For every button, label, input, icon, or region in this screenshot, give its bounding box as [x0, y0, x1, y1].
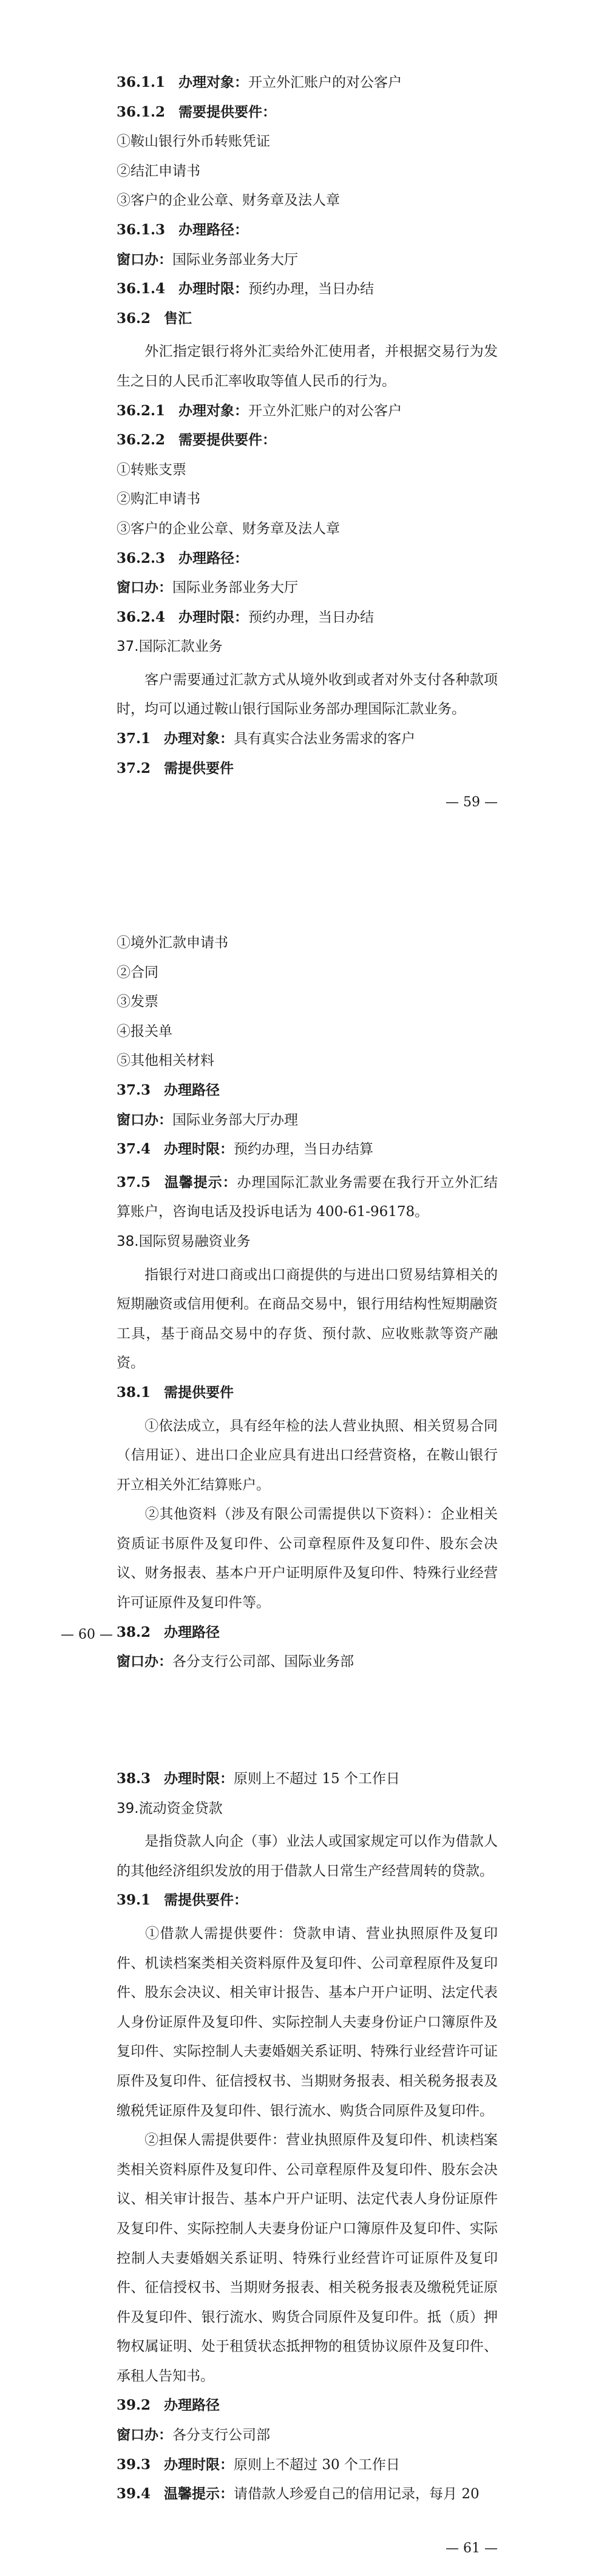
- item-37-3: 37.3 办理路径: [117, 1081, 220, 1098]
- item-39-2: 39.2 办理路径: [117, 2397, 220, 2414]
- list-item: ③发票: [117, 994, 158, 1010]
- list-item: ③客户的企业公章、财务章及法人章: [117, 520, 340, 537]
- section-title-38: 38.国际贸易融资业务: [117, 1233, 251, 1249]
- item-36-2-2: 36.2.2 需要提供要件：: [117, 432, 277, 449]
- paragraph: ②担保人需提供要件：营业执照原件及复印件、机读档案类相关资料原件及复印件、公司章程原件及复印件、股东会决议、相关审计报告、基本户开户证明、法定代表人身份证原件及复印件、实际控制人夫妻身份证户口簿原件及复印件、实际控制人夫妻婚姻关系证明、特殊行业经营许可证原件及复印件、征信授权书、当期财务报表、相关税务报表及缴税凭证原件及复印件、银行流水、购货合同原件及复印件。抵（质）押物权属证明、处于租赁状态抵押物的租赁协议原件及复印件、承租人告知书。: [117, 2132, 498, 2384]
- list-item: ①鞍山银行外币转账凭证: [117, 134, 270, 150]
- item-36-1-1: 36.1.1 办理对象：开立外汇账户的对公客户: [117, 74, 402, 90]
- item-37-1: 37.1 办理对象：具有真实合法业务需求的客户: [117, 730, 416, 747]
- item-38-3: 38.3 办理时限：原则上不超过 15 个工作日: [117, 1770, 400, 1787]
- item-38-2: 38.2 办理路径: [117, 1623, 220, 1640]
- page-60: [0, 932, 607, 1681]
- item-39-1: 39.1 需提供要件：: [117, 1892, 248, 1909]
- window-office: 窗口办：各分支行公司部: [117, 2427, 270, 2444]
- list-item: ①转账支票: [117, 461, 186, 478]
- item-36-2-3: 36.2.3 办理路径：: [117, 549, 249, 566]
- list-item: ⑤其他相关材料: [117, 1053, 214, 1069]
- page-59: [0, 72, 607, 787]
- list-item: ①境外汇款申请书: [117, 935, 228, 951]
- paragraph: ②其他资料（涉及有限公司需提供以下资料）：企业相关资质证书原件及复印件、公司章程原件及复印件、股东会决议、财务报表、基本户开户证明原件及复印件、特殊行业经营许可证原件及复印件等。: [117, 1506, 498, 1611]
- paragraph: 指银行对进口商或出口商提供的与进出口贸易结算相关的短期融资或信用便利。在商品交易中，银行用结构性短期融资工具，基于商品交易中的存货、预付款、应收账款等资产融资。: [117, 1266, 498, 1371]
- item-36-2-4: 36.2.4 办理时限：预约办理，当日办结: [117, 608, 375, 625]
- paragraph: 客户需要通过汇款方式从境外收到或者对外支付各种款项时，均可以通过鞍山银行国际业务部办理国际汇款业务。: [117, 671, 498, 718]
- list-item: ②合同: [117, 964, 158, 980]
- item-36-1-2: 36.1.2 需要提供要件：: [117, 103, 277, 120]
- item-36-2-1: 36.2.1 办理对象：开立外汇账户的对公客户: [117, 402, 402, 419]
- list-item: ④报关单: [117, 1023, 172, 1039]
- list-item: ②结汇申请书: [117, 163, 200, 179]
- section-title-39: 39.流动资金贷款: [117, 1800, 223, 1816]
- item-36-1-4: 36.1.4 办理时限：预约办理，当日办结: [117, 280, 375, 297]
- window-office: 窗口办：国际业务部大厅办理: [117, 1111, 298, 1128]
- item-36-2-title: 36.2 售汇: [117, 310, 192, 327]
- page-number: — 61 —: [446, 2541, 498, 2556]
- page-number: — 59 —: [446, 795, 498, 810]
- item-39-3: 39.3 办理时限：原则上不超过 30 个工作日: [117, 2456, 400, 2473]
- item-39-4: 39.4 温馨提示：请借款人珍爱自己的信用记录，每月 20: [117, 2486, 480, 2503]
- window-office: 窗口办：国际业务部业务大厅: [117, 579, 298, 596]
- item-37-5: 37.5 温馨提示：办理国际汇款业务需要在我行开立外汇结算账户，咨询电话及投诉电话为 400-61-96178。: [117, 1174, 498, 1220]
- section-title-37: 37.国际汇款业务: [117, 639, 223, 655]
- paragraph: ①借款人需提供要件：贷款申请、营业执照原件及复印件、机读档案类相关资料原件及复印件、公司章程原件及复印件、股东会决议、相关审计报告、基本户开户证明、法定代表人身份证原件及复印件、实际控制人夫妻身份证户口簿原件及复印件、实际控制人夫妻婚姻关系证明、特殊行业经营许可证原件及复印件、征信授权书、当期财务报表、相关税务报表及缴税凭证原件及复印件、银行流水、购货合同原件及复印件。: [117, 1925, 498, 2119]
- list-item: ②购汇申请书: [117, 491, 200, 508]
- item-37-2: 37.2 需提供要件: [117, 760, 234, 777]
- paragraph: 是指贷款人向企（事）业法人或国家规定可以作为借款人的其他经济组织发放的用于借款人日常生产经营周转的贷款。: [117, 1833, 498, 1879]
- item-36-1-3: 36.1.3 办理路径：: [117, 221, 249, 238]
- list-item: ③客户的企业公章、财务章及法人章: [117, 192, 340, 209]
- item-38-1: 38.1 需提供要件: [117, 1384, 234, 1401]
- paragraph: 外汇指定银行将外汇卖给外汇使用者，并根据交易行为发生之日的人民币汇率收取等值人民币的行为。: [117, 344, 498, 389]
- paragraph: ①依法成立，具有经年检的法人营业执照、相关贸易合同（信用证）、进出口企业应具有进出口经营资格，在鞍山银行开立相关外汇结算账户。: [117, 1418, 498, 1493]
- page-61: [0, 1768, 607, 2513]
- window-office: 窗口办：国际业务部业务大厅: [117, 251, 298, 268]
- page-number: — 60 —: [61, 1627, 113, 1642]
- item-37-4: 37.4 办理时限：预约办理，当日办结算: [117, 1141, 374, 1158]
- window-office: 窗口办：各分支行公司部、国际业务部: [117, 1653, 354, 1670]
